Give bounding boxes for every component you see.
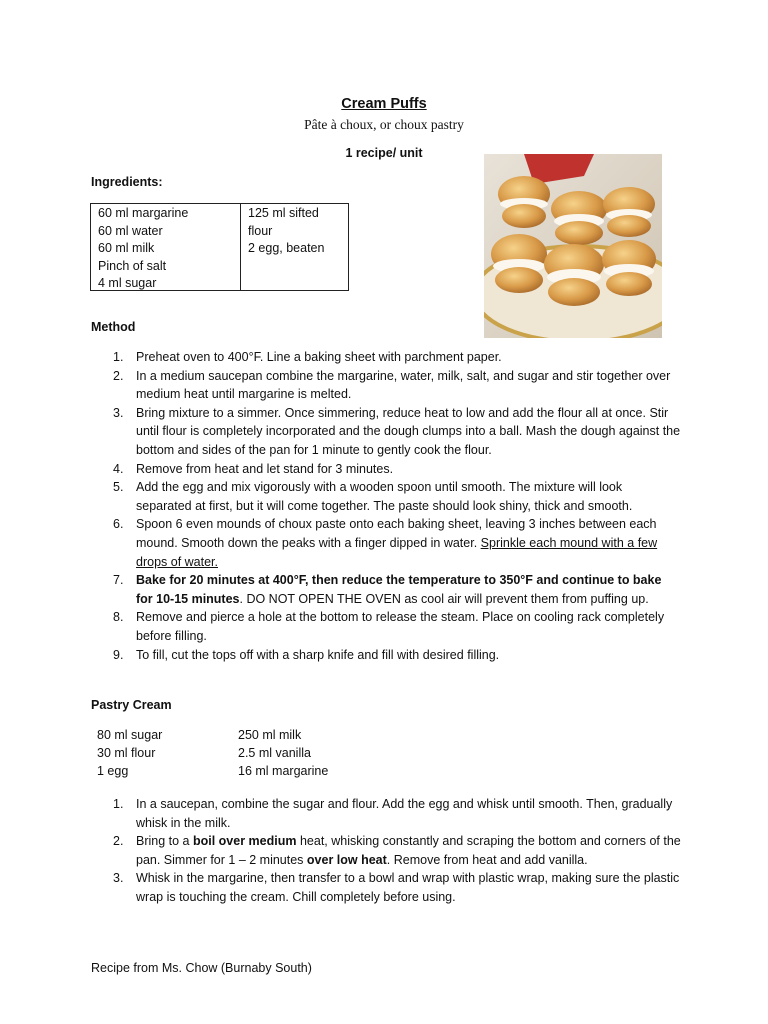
pastry-cream-step	[91, 795, 696, 832]
method-step	[91, 404, 681, 460]
pastry-cream-step	[91, 832, 696, 869]
step-number: 8.	[113, 610, 124, 625]
step-number: 6.	[113, 517, 124, 532]
ingredient-item: 60 ml water	[98, 223, 163, 238]
step-text: Spoon 6 even mounds of choux paste onto each baking sheet, leaving 3 inches between each mound. Smooth down the peaks with a finger dipped in water.	[136, 517, 657, 550]
step-text: Bring mixture to a simmer. Once simmering, reduce heat to low and add the flour all at once. Stir until flour is completely incorporated and the dough clumps into a ball. Mash the dough against the bottom and sides of the pan for 1 minute to gently cook the flour.	[136, 405, 681, 457]
step-text: In a saucepan, combine the sugar and flour. Add the egg and whisk until smooth. Then, gradually whisk in the milk.	[136, 797, 673, 830]
ingredient-item: 2 egg, beaten	[248, 241, 325, 256]
ingredient-item: 125 ml sifted flour	[248, 206, 319, 238]
step-number: 4.	[113, 461, 124, 476]
step-text: Remove and pierce a hole at the bottom to release the steam. Place on cooling rack completely before filling.	[136, 610, 665, 643]
ingredients-heading: Ingredients:	[91, 175, 163, 189]
step-bold-text: boil over medium	[192, 834, 297, 849]
step-text: Preheat oven to 400°F. Line a baking sheet with parchment paper.	[136, 350, 502, 364]
method-step	[91, 646, 681, 665]
step-text: Remove from heat and let stand for 3 minutes.	[136, 461, 394, 476]
step-bold-text: Bake for 20 minutes at 400°F, then reduce the temperature to 350°F and continue to bake for 10-15 minutes	[136, 573, 662, 606]
recipe-yield: 1 recipe/ unit	[345, 146, 423, 160]
pastry-cream-steps-list	[91, 795, 696, 907]
ingredients-right-column	[241, 204, 348, 290]
ingredient-item: Pinch of salt	[98, 258, 167, 273]
step-text: Bring to a	[136, 834, 193, 849]
method-step	[91, 478, 681, 515]
step-text: In a medium saucepan combine the margarine, water, milk, salt, and sugar and stir together over medium heat until margarine is melted.	[136, 368, 671, 402]
method-step	[91, 367, 681, 404]
method-step	[91, 348, 681, 367]
step-text: Whisk in the margarine, then transfer to a bowl and wrap with plastic wrap, making sure the plastic wrap is touching the cream. Chill completely before using.	[136, 871, 680, 904]
pastry-cream-ingredients-right	[238, 726, 328, 780]
step-number: 2.	[113, 834, 124, 849]
ingredient-item: 2.5 ml vanilla	[238, 746, 311, 760]
step-number: 1.	[113, 797, 124, 811]
step-number: 3.	[113, 405, 124, 420]
ingredient-item: 60 ml milk	[98, 241, 155, 256]
ingredients-left-column	[91, 204, 241, 290]
ingredient-item: 30 ml flour	[97, 746, 156, 760]
ingredients-table	[90, 203, 349, 291]
step-number: 9.	[113, 647, 124, 662]
method-step	[91, 571, 681, 608]
step-bold-text: over low heat	[306, 852, 387, 867]
recipe-footer: Recipe from Ms. Chow (Burnaby South)	[91, 961, 312, 975]
step-underlined-text: Sprinkle each mound with a few drops of water.	[136, 535, 658, 569]
pastry-cream-heading: Pastry Cream	[91, 698, 172, 712]
step-number: 5.	[113, 480, 124, 495]
method-step	[91, 515, 681, 571]
ingredient-item: 4 ml sugar	[98, 276, 157, 291]
pastry-cream-ingredients-left	[97, 726, 162, 780]
cream-puffs-photo	[484, 154, 662, 338]
ingredient-item: 16 ml margarine	[238, 764, 329, 778]
method-step	[91, 608, 681, 645]
method-heading: Method	[91, 320, 136, 334]
method-step	[91, 460, 681, 479]
ingredient-item: 60 ml margarine	[98, 206, 189, 220]
step-number: 3.	[113, 871, 124, 886]
pastry-cream-step	[91, 869, 696, 906]
recipe-subtitle: Pâte à choux, or choux pastry	[304, 117, 464, 132]
step-text: . DO NOT OPEN THE OVEN as cool air will prevent them from puffing up.	[239, 591, 649, 606]
method-steps-list	[91, 348, 681, 664]
step-text: heat, whisking constantly and scraping the bottom and corners of the pan. Simmer for 1 – 2 minutes	[136, 834, 681, 867]
ingredient-item: 250 ml milk	[238, 728, 302, 742]
step-text: Add the egg and mix vigorously with a wooden spoon until smooth. The mixture will look separated at first, but it will come together. The paste should look shiny, thick and smooth.	[136, 480, 633, 513]
step-text: . Remove from heat and add vanilla.	[386, 852, 588, 867]
recipe-title: Cream Puffs	[341, 96, 427, 112]
step-number: 7.	[113, 573, 124, 588]
step-number: 1.	[113, 350, 124, 364]
ingredient-item: 1 egg	[97, 764, 129, 778]
step-number: 2.	[113, 368, 124, 383]
ingredient-item: 80 ml sugar	[97, 728, 163, 742]
step-text: To fill, cut the tops off with a sharp knife and fill with desired filling.	[136, 647, 500, 662]
